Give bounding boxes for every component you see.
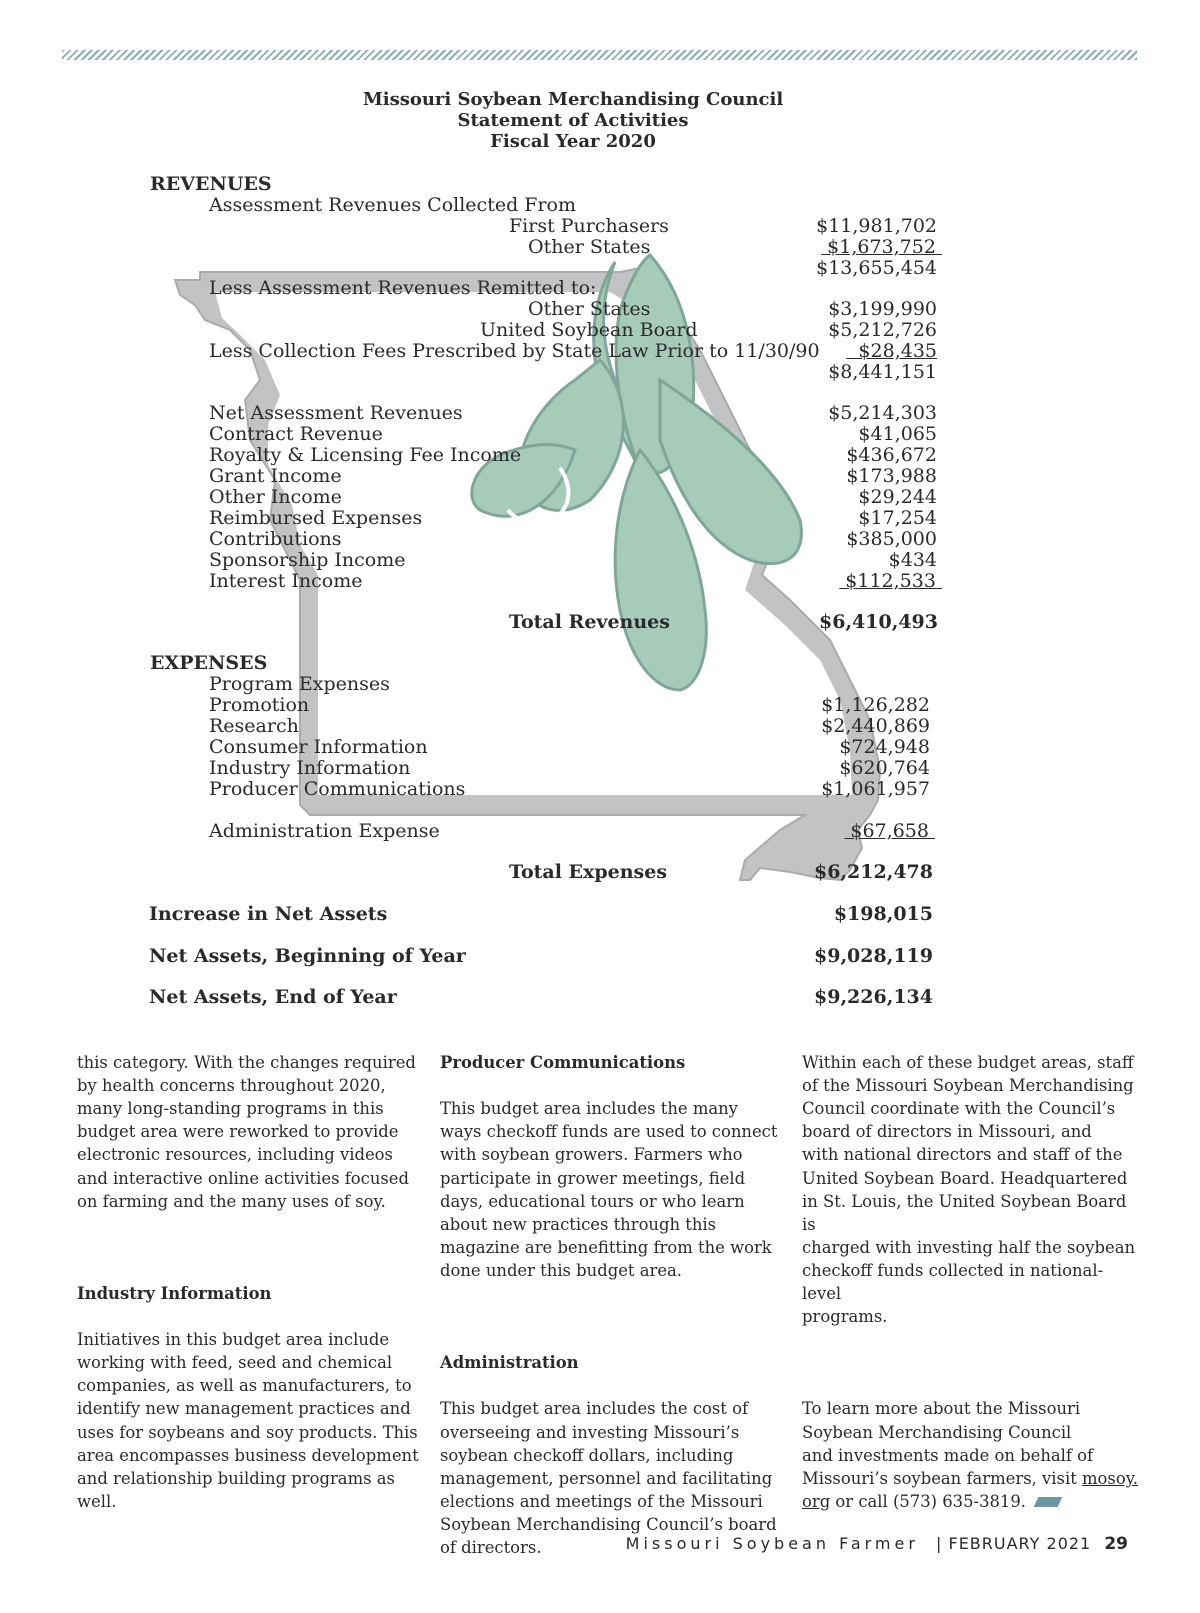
col1-intro-paragraph: this category. With the changes required by health concerns throughout 2020, many long-standing programs in this budget area were reworked to provide electronic resources, including videos and interactive online activities focused on farming and the many uses of soy. (77, 1053, 416, 1211)
gross-assessment-total: $13,655,454 (816, 257, 937, 279)
revenue-item-value: $436,672 (846, 444, 937, 466)
org-title: Missouri Soybean Merchandising Council (362, 89, 784, 110)
text-column-1 (77, 1028, 427, 1536)
mosoy-link-continued[interactable]: org (802, 1491, 831, 1511)
net-assets-end-value: $9,226,134 (814, 986, 933, 1008)
program-expenses-label: Program Expenses (209, 673, 390, 695)
revenue-item-label: Sponsorship Income (209, 549, 406, 571)
assessment-label: Assessment Revenues Collected From (209, 194, 576, 216)
text-column-3 (802, 1028, 1142, 1536)
learn-more-paragraph (802, 1397, 1142, 1512)
revenue-item-label: Contributions (209, 528, 342, 550)
expense-item-label: Promotion (209, 694, 310, 716)
learn-more-phone: or call (573) 635-3819. (830, 1491, 1027, 1511)
page-number: 29 (1104, 1534, 1128, 1554)
admin-expense-value: $67,658 (844, 820, 935, 842)
usb-label: United Soybean Board (480, 319, 698, 341)
total-revenues-value: $6,410,493 (819, 611, 938, 633)
first-purchasers-value: $11,981,702 (816, 215, 937, 237)
expense-item-label: Industry Information (209, 757, 411, 779)
expense-item-value: $620,764 (839, 757, 930, 779)
end-mark-icon (1034, 1497, 1063, 1507)
less-remitted-total: $8,441,151 (828, 361, 937, 383)
total-revenues-label: Total Revenues (509, 611, 670, 633)
producer-communications-paragraph: This budget area includes the many ways checkoff funds are used to connect with soybean growers. Farmers who participate in grower meetings, field days, educational tours or who learn about new practices through this magazine are benefitting from the work done under this budget area. (440, 1099, 778, 1280)
fiscal-year: Fiscal Year 2020 (490, 131, 656, 152)
revenue-item-label: Other Income (209, 486, 342, 508)
revenue-item-label: Reimbursed Expenses (209, 507, 423, 529)
revenue-item-value: $385,000 (846, 528, 937, 550)
admin-expense-label: Administration Expense (209, 820, 440, 842)
other-states-in-label: Other States (528, 236, 651, 258)
revenue-item-value: $434 (888, 549, 937, 571)
page-footer (626, 1534, 1128, 1554)
first-purchasers-label: First Purchasers (509, 215, 669, 237)
revenue-item-value: $5,214,303 (828, 402, 937, 424)
revenue-item-value: $29,244 (858, 486, 937, 508)
collection-fees-value: $28,435 (846, 340, 937, 362)
statement-title: Statement of Activities (457, 110, 689, 131)
increase-net-assets-label: Increase in Net Assets (149, 903, 388, 925)
text-column-2 (440, 1028, 790, 1582)
industry-information-heading: Industry Information (77, 1283, 272, 1303)
expense-item-value: $724,948 (839, 736, 930, 758)
revenue-item-value: $112,533 (839, 570, 942, 592)
expense-item-label: Producer Communications (209, 778, 466, 800)
revenue-item-value: $173,988 (846, 465, 937, 487)
magazine-name: Missouri Soybean Farmer (625, 1534, 919, 1553)
learn-more-text: To learn more about the Missouri Soybean Merchandising Council and investments made on behalf of Missouri’s soybean farmers, visit (802, 1399, 1094, 1488)
administration-paragraph: This budget area includes the cost of overseeing and investing Missouri’s soybean checkoff dollars, including management, personnel and facilitating elections and meetings of the Missouri Soybean Merchandising Council’s board of directors. (440, 1399, 777, 1557)
revenue-item-value: $17,254 (858, 507, 937, 529)
other-states-out-label: Other States (528, 298, 651, 320)
expenses-heading: EXPENSES (150, 652, 268, 674)
industry-information-paragraph: Initiatives in this budget area include working with feed, seed and chemical companies, as well as manufacturers, to identify new management practices and uses for soybeans and soy products. This area encompasses business development and relationship building programs as well. (77, 1330, 419, 1511)
revenue-item-label: Net Assessment Revenues (209, 402, 463, 424)
statement-title-block (0, 89, 1146, 152)
expense-item-value: $1,126,282 (821, 694, 930, 716)
revenue-item-value: $41,065 (858, 423, 937, 445)
net-assets-beginning-value: $9,028,119 (814, 945, 933, 967)
net-assets-end-label: Net Assets, End of Year (149, 986, 397, 1008)
expense-item-value: $1,061,957 (821, 778, 930, 800)
col3-paragraph: Within each of these budget areas, staff of the Missouri Soybean Merchandising Council coordinate with the Council’s board of directors in Missouri, and with national directors and staff of the United Soybean Board. Headquartered in St. Louis, the United Soybean Board is charged with investing half the soybean checkoff funds collected in national-level programs. (802, 1053, 1136, 1327)
revenues-heading: REVENUES (150, 173, 272, 195)
revenue-item-label: Royalty & Licensing Fee Income (209, 444, 522, 466)
revenue-item-label: Contract Revenue (209, 423, 383, 445)
producer-communications-heading: Producer Communications (440, 1053, 686, 1073)
other-states-in-value: $1,673,752 (821, 236, 942, 258)
total-expenses-value: $6,212,478 (814, 861, 933, 883)
less-remitted-label: Less Assessment Revenues Remitted to: (209, 277, 597, 299)
net-assets-beginning-label: Net Assets, Beginning of Year (149, 945, 466, 967)
expense-item-label: Research (209, 715, 299, 737)
expense-item-label: Consumer Information (209, 736, 428, 758)
collection-fees-label: Less Collection Fees Prescribed by State Law Prior to 11/30/90 (209, 340, 820, 362)
other-states-out-value: $3,199,990 (828, 298, 937, 320)
total-expenses-label: Total Expenses (509, 861, 668, 883)
revenue-item-label: Interest Income (209, 570, 363, 592)
administration-heading: Administration (440, 1353, 579, 1373)
increase-net-assets-value: $198,015 (833, 903, 933, 925)
usb-value: $5,212,726 (828, 319, 937, 341)
mosoy-link[interactable]: mosoy. (1082, 1468, 1138, 1488)
issue-date: | FEBRUARY 2021 (936, 1534, 1092, 1553)
expense-item-value: $2,440,869 (821, 715, 930, 737)
revenue-item-label: Grant Income (209, 465, 342, 487)
